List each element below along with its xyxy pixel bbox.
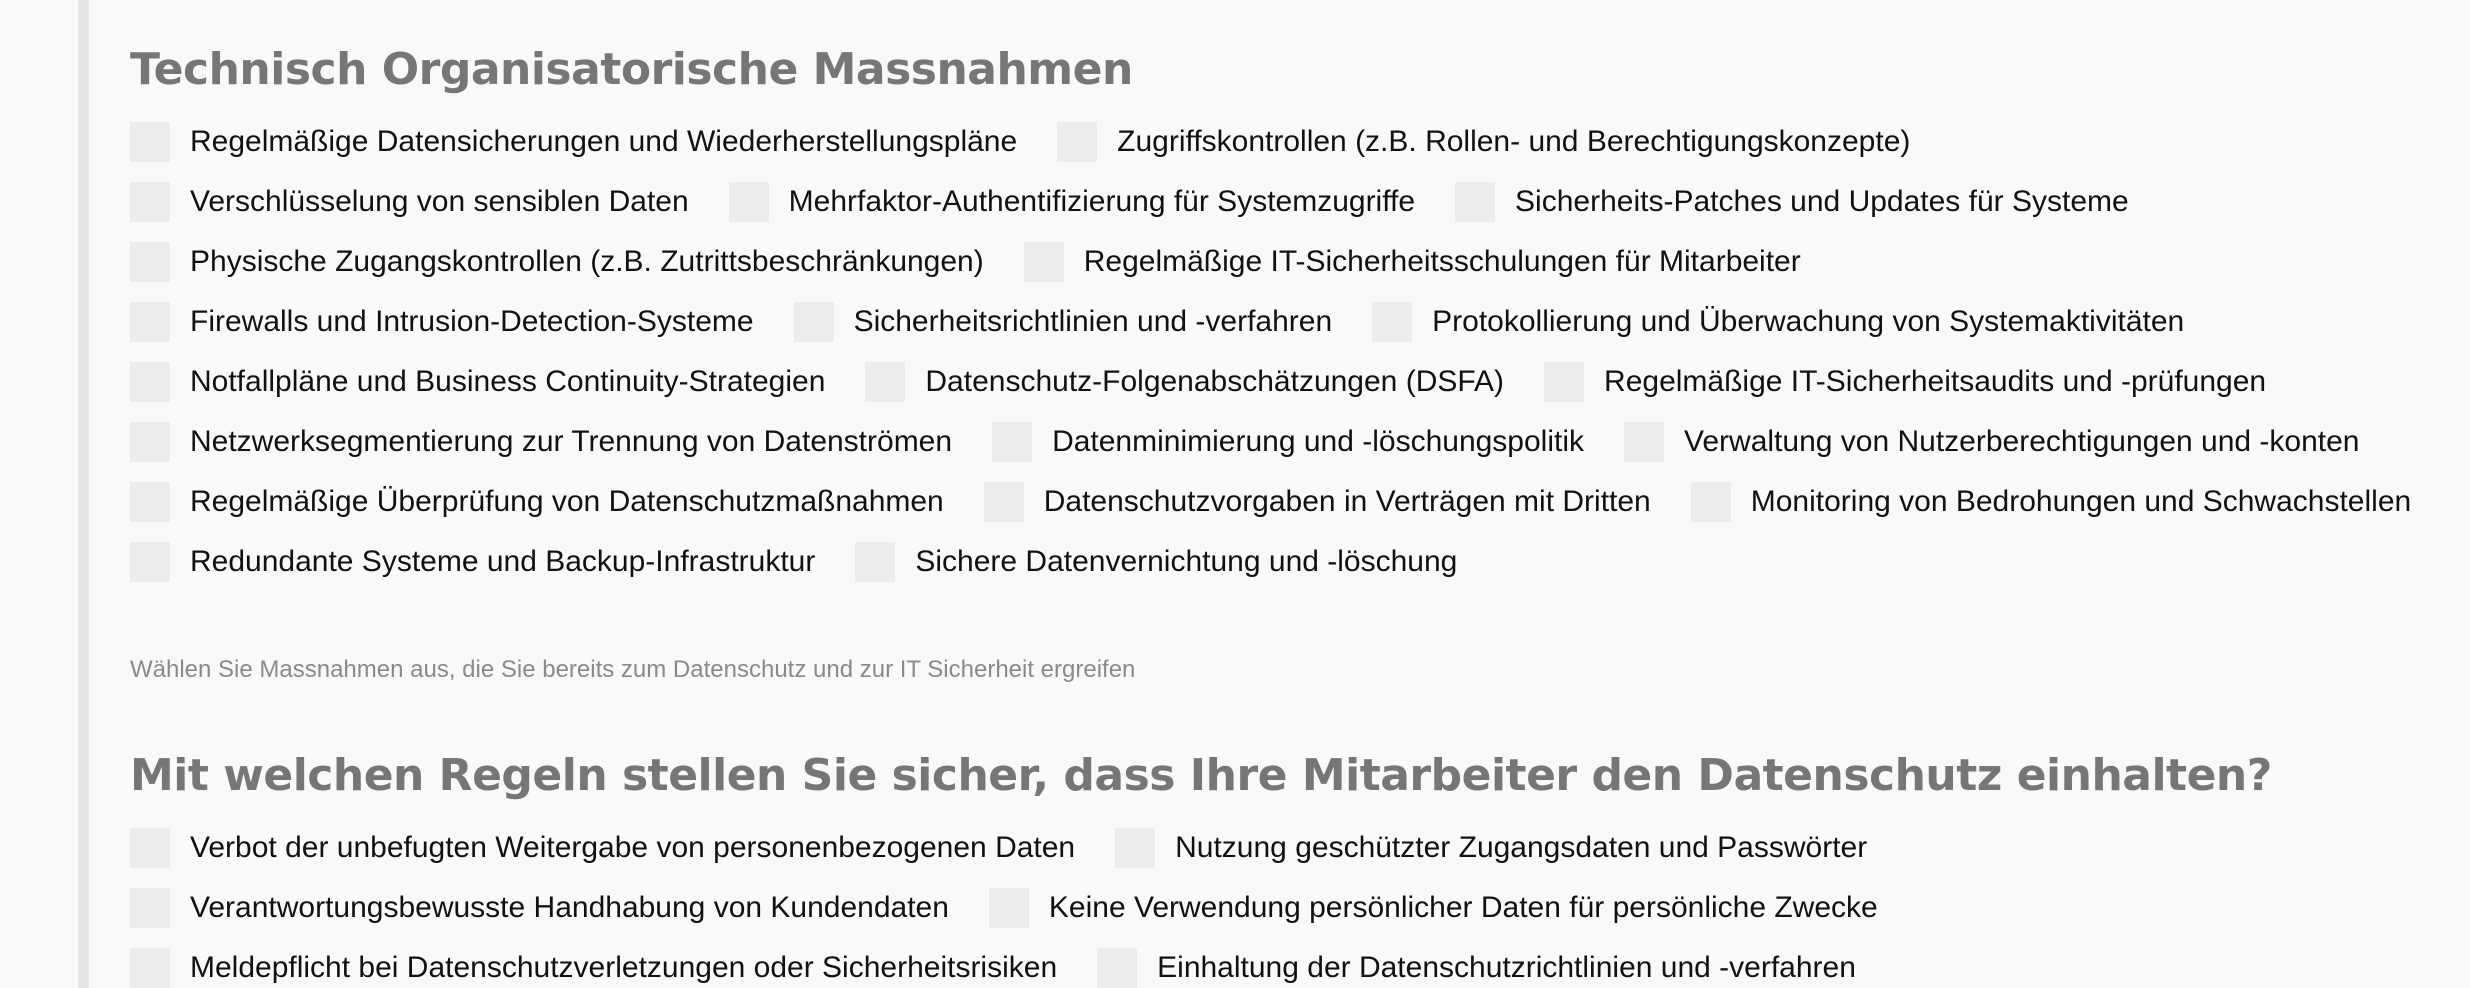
checkbox[interactable] bbox=[130, 242, 170, 282]
option-label: Meldepflicht bei Datenschutzverletzungen oder Sicherheitsrisiken bbox=[190, 951, 1058, 984]
option-label: Sicherheits-Patches und Updates für Systeme bbox=[1515, 185, 2129, 218]
option-label: Nutzung geschützter Zugangsdaten und Passwörter bbox=[1175, 831, 1868, 864]
option-datensicherungen[interactable] bbox=[130, 122, 1017, 162]
checkbox[interactable] bbox=[729, 182, 769, 222]
checkbox[interactable] bbox=[1372, 302, 1412, 342]
option-dsfa[interactable] bbox=[865, 362, 1504, 402]
option-zugriffskontrollen[interactable] bbox=[1057, 122, 1910, 162]
option-patches[interactable] bbox=[1455, 182, 2129, 222]
option-mehrfaktor[interactable] bbox=[729, 182, 1415, 222]
option-label: Sicherheitsrichtlinien und -verfahren bbox=[853, 305, 1333, 338]
section-title-tom: Technisch Organisatorische Massnahmen bbox=[130, 44, 1133, 95]
option-label: Redundante Systeme und Backup-Infrastruktur bbox=[190, 545, 816, 578]
option-label: Verbot der unbefugten Weitergabe von personenbezogenen Daten bbox=[190, 831, 1076, 864]
option-label: Datenschutz-Folgenabschätzungen (DSFA) bbox=[925, 365, 1505, 398]
checkbox-group-tom bbox=[130, 122, 2460, 582]
checkbox-group-mitarbeiter-regeln bbox=[130, 828, 2460, 988]
option-label: Einhaltung der Datenschutzrichtlinien und -verfahren bbox=[1157, 951, 1856, 984]
checkbox[interactable] bbox=[865, 362, 905, 402]
option-label: Notfallpläne und Business Continuity-Strategien bbox=[190, 365, 826, 398]
option-ueberpruefung[interactable] bbox=[130, 482, 944, 522]
option-firewalls[interactable] bbox=[130, 302, 754, 342]
checkbox[interactable] bbox=[1691, 482, 1731, 522]
checkbox[interactable] bbox=[130, 422, 170, 462]
option-keine-persoenliche-verwendung[interactable] bbox=[989, 888, 1878, 928]
option-label: Datenminimierung und -löschungspolitik bbox=[1052, 425, 1585, 458]
option-label: Regelmäßige IT-Sicherheitsaudits und -prüfungen bbox=[1604, 365, 2267, 398]
checkbox[interactable] bbox=[855, 542, 895, 582]
option-einhaltung-richtlinien[interactable] bbox=[1097, 948, 1856, 988]
option-meldepflicht[interactable] bbox=[130, 948, 1057, 988]
option-label: Netzwerksegmentierung zur Trennung von Datenströmen bbox=[190, 425, 953, 458]
checkbox[interactable] bbox=[130, 182, 170, 222]
option-label: Physische Zugangskontrollen (z.B. Zutrittsbeschränkungen) bbox=[190, 245, 984, 278]
section-title-mitarbeiter-regeln: Mit welchen Regeln stellen Sie sicher, dass Ihre Mitarbeiter den Datenschutz einhalten? bbox=[130, 750, 2272, 801]
option-sicherheitsrichtlinien[interactable] bbox=[794, 302, 1333, 342]
left-border bbox=[78, 0, 89, 988]
option-sicherheitsaudits[interactable] bbox=[1544, 362, 2266, 402]
option-verbot-weitergabe[interactable] bbox=[130, 828, 1075, 868]
checkbox[interactable] bbox=[1024, 242, 1064, 282]
checkbox[interactable] bbox=[130, 888, 170, 928]
checkbox[interactable] bbox=[130, 482, 170, 522]
option-redundante-systeme[interactable] bbox=[130, 542, 815, 582]
checkbox[interactable] bbox=[130, 542, 170, 582]
checkbox[interactable] bbox=[130, 828, 170, 868]
option-notfallplaene[interactable] bbox=[130, 362, 825, 402]
checkbox[interactable] bbox=[992, 422, 1032, 462]
checkbox[interactable] bbox=[1624, 422, 1664, 462]
option-zugangsdaten[interactable] bbox=[1115, 828, 1867, 868]
option-label: Keine Verwendung persönlicher Daten für persönliche Zwecke bbox=[1048, 891, 1878, 924]
checkbox[interactable] bbox=[1097, 948, 1137, 988]
option-label: Datenschutzvorgaben in Verträgen mit Dritten bbox=[1043, 485, 1651, 518]
option-label: Mehrfaktor-Authentifizierung für Systemzugriffe bbox=[788, 185, 1416, 218]
option-vertraege-dritte[interactable] bbox=[984, 482, 1651, 522]
checkbox[interactable] bbox=[1455, 182, 1495, 222]
checkbox[interactable] bbox=[130, 362, 170, 402]
option-physische-zugangskontrollen[interactable] bbox=[130, 242, 984, 282]
option-label: Verantwortungsbewusste Handhabung von Kundendaten bbox=[190, 891, 949, 924]
option-label: Regelmäßige Datensicherungen und Wiederherstellungspläne bbox=[190, 125, 1018, 158]
option-label: Regelmäßige Überprüfung von Datenschutzmaßnahmen bbox=[190, 485, 944, 518]
helper-text: Wählen Sie Massnahmen aus, die Sie bereits zum Datenschutz und zur IT Sicherheit ergreifen bbox=[130, 656, 1136, 683]
option-nutzerberechtigungen[interactable] bbox=[1624, 422, 2359, 462]
option-label: Regelmäßige IT-Sicherheitsschulungen für Mitarbeiter bbox=[1083, 245, 1801, 278]
option-verschluesselung[interactable] bbox=[130, 182, 689, 222]
option-monitoring[interactable] bbox=[1691, 482, 2411, 522]
option-label: Monitoring von Bedrohungen und Schwachstellen bbox=[1750, 485, 2412, 518]
option-label: Verwaltung von Nutzerberechtigungen und -konten bbox=[1684, 425, 2360, 458]
checkbox[interactable] bbox=[989, 888, 1029, 928]
option-label: Sichere Datenvernichtung und -löschung bbox=[915, 545, 1458, 578]
option-datenminimierung[interactable] bbox=[992, 422, 1584, 462]
option-datenvernichtung[interactable] bbox=[855, 542, 1457, 582]
checkbox[interactable] bbox=[984, 482, 1024, 522]
option-sicherheitsschulungen[interactable] bbox=[1024, 242, 1801, 282]
option-label: Firewalls und Intrusion-Detection-Systeme bbox=[190, 305, 754, 338]
checkbox[interactable] bbox=[130, 122, 170, 162]
checkbox[interactable] bbox=[1115, 828, 1155, 868]
option-netzwerksegmentierung[interactable] bbox=[130, 422, 952, 462]
checkbox[interactable] bbox=[794, 302, 834, 342]
option-label: Protokollierung und Überwachung von Systemaktivitäten bbox=[1432, 305, 2185, 338]
checkbox[interactable] bbox=[1057, 122, 1097, 162]
option-label: Zugriffskontrollen (z.B. Rollen- und Berechtigungskonzepte) bbox=[1117, 125, 1911, 158]
option-label: Verschlüsselung von sensiblen Daten bbox=[190, 185, 689, 218]
option-kundendaten[interactable] bbox=[130, 888, 949, 928]
checkbox[interactable] bbox=[130, 302, 170, 342]
checkbox[interactable] bbox=[130, 948, 170, 988]
checkbox[interactable] bbox=[1544, 362, 1584, 402]
option-protokollierung[interactable] bbox=[1372, 302, 2184, 342]
